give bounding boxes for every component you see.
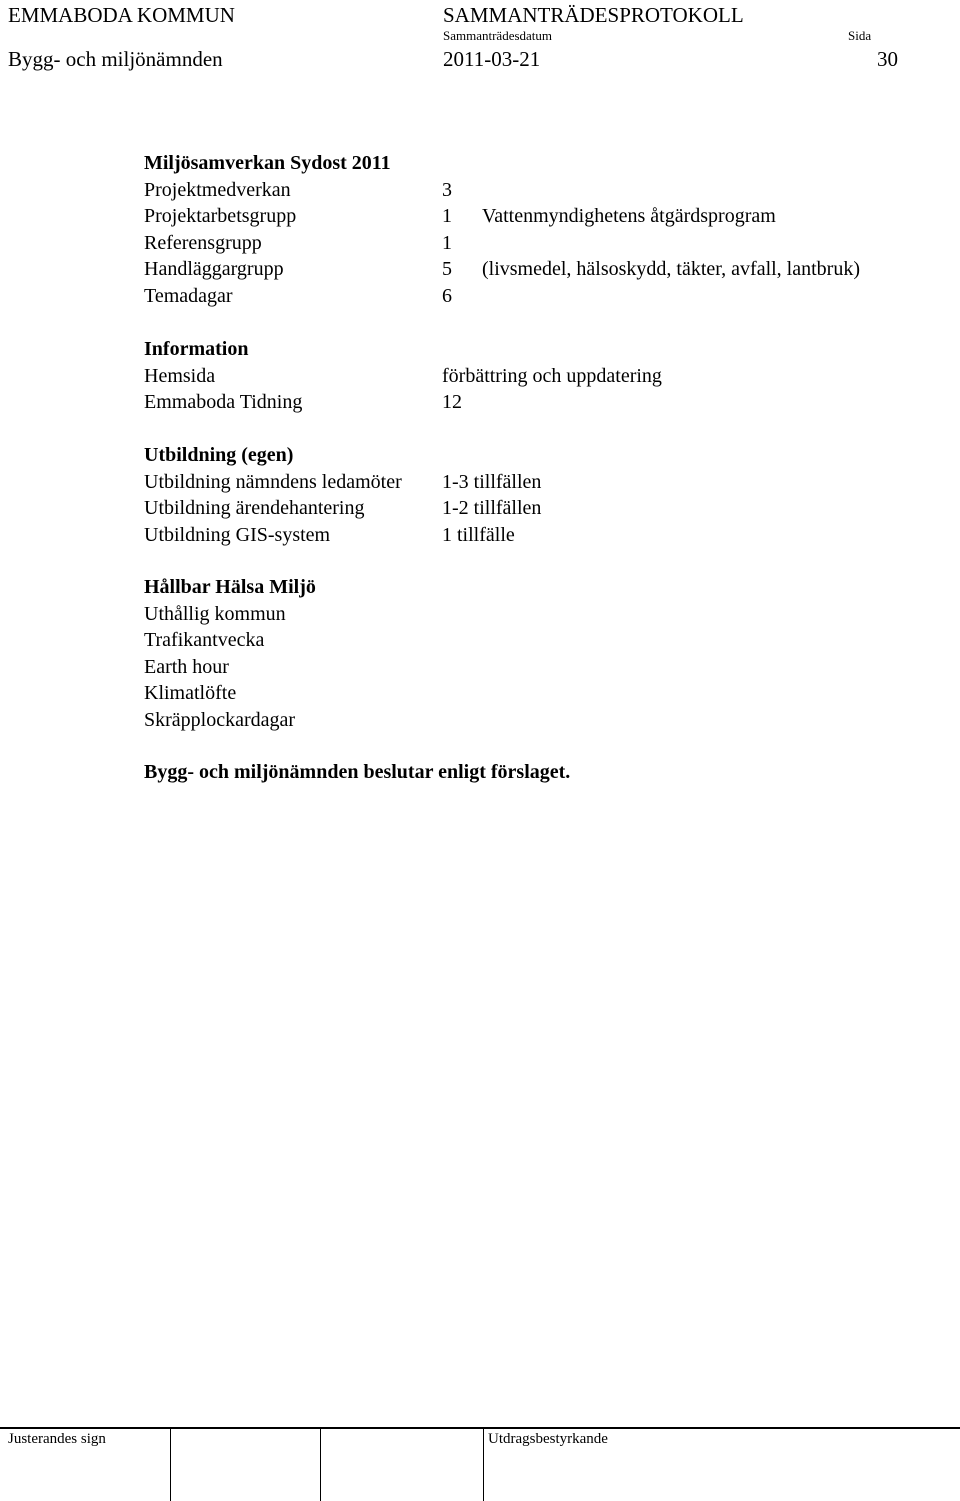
item-label: Utbildning nämndens ledamöter [144, 470, 402, 493]
section-title: Hållbar Hälsa Miljö [144, 576, 316, 598]
meeting-date: 2011-03-21 [443, 47, 541, 71]
item-label: Projektarbetsgrupp [144, 205, 297, 227]
item-label: Temadagar [144, 284, 233, 307]
footer-column-divider [483, 1427, 484, 1501]
list-item [144, 230, 924, 257]
item-value: förbättring och uppdatering [442, 364, 662, 387]
item-label: Hemsida [144, 364, 216, 387]
list-item [144, 177, 924, 204]
item-value: 1 [442, 231, 452, 254]
list-item [144, 363, 924, 390]
list-item [144, 283, 924, 310]
section-hallbar-halsa-miljo [144, 574, 924, 733]
item-label: Projektmedverkan [144, 178, 291, 201]
board-name: Bygg- och miljönämnden [8, 47, 223, 71]
item-label: Utbildning GIS-system [144, 523, 331, 546]
list-item: Klimatlöfte [144, 682, 237, 704]
item-label: Emmaboda Tidning [144, 391, 303, 413]
utdragsbestyrkande-label: Utdragsbestyrkande [488, 1431, 608, 1447]
item-label: Referensgrupp [144, 231, 262, 254]
list-item [144, 495, 924, 522]
item-value: 1 [442, 205, 452, 227]
footer-column-divider [320, 1427, 321, 1501]
footer-column-divider [170, 1427, 171, 1501]
list-item: Earth hour [144, 655, 229, 678]
list-item: Skräpplockardagar [144, 708, 296, 731]
item-value: 3 [442, 178, 452, 201]
item-note: Vattenmyndighetens åtgärdsprogram [482, 205, 776, 227]
justerandes-sign-label: Justerandes sign [8, 1431, 106, 1447]
footer-divider [0, 1427, 960, 1429]
section-utbildning [144, 442, 924, 548]
municipality-name: EMMABODA KOMMUN [8, 3, 235, 27]
page-label: Sida [848, 28, 872, 43]
list-item: Trafikantvecka [144, 629, 265, 651]
item-value: 1-2 tillfällen [442, 497, 542, 519]
date-label: Sammanträdesdatum [443, 28, 553, 43]
section-title: Utbildning (egen) [144, 444, 294, 466]
list-item [144, 522, 924, 549]
item-value: 1-3 tillfällen [442, 470, 542, 493]
page-number: 30 [877, 47, 898, 71]
item-label: Handläggargrupp [144, 258, 284, 280]
list-item [144, 256, 924, 283]
section-title: Information [144, 338, 249, 360]
item-label: Utbildning ärendehantering [144, 497, 365, 519]
item-value: 6 [442, 284, 452, 307]
item-value: 5 [442, 258, 452, 280]
document-type: SAMMANTRÄDESPROTOKOLL [443, 3, 744, 27]
item-value: 12 [442, 391, 462, 413]
item-note: (livsmedel, hälsoskydd, täkter, avfall, lantbruk) [482, 258, 860, 280]
section-title: Miljösamverkan Sydost 2011 [144, 152, 391, 174]
item-value: 1 tillfälle [442, 523, 515, 546]
decision-text: Bygg- och miljönämnden beslutar enligt förslaget. [144, 761, 571, 783]
list-item [144, 203, 924, 230]
section-miljosamverkan [144, 150, 924, 309]
list-item [144, 469, 924, 496]
list-item: Uthållig kommun [144, 602, 286, 625]
list-item [144, 389, 924, 416]
section-information [144, 336, 924, 416]
